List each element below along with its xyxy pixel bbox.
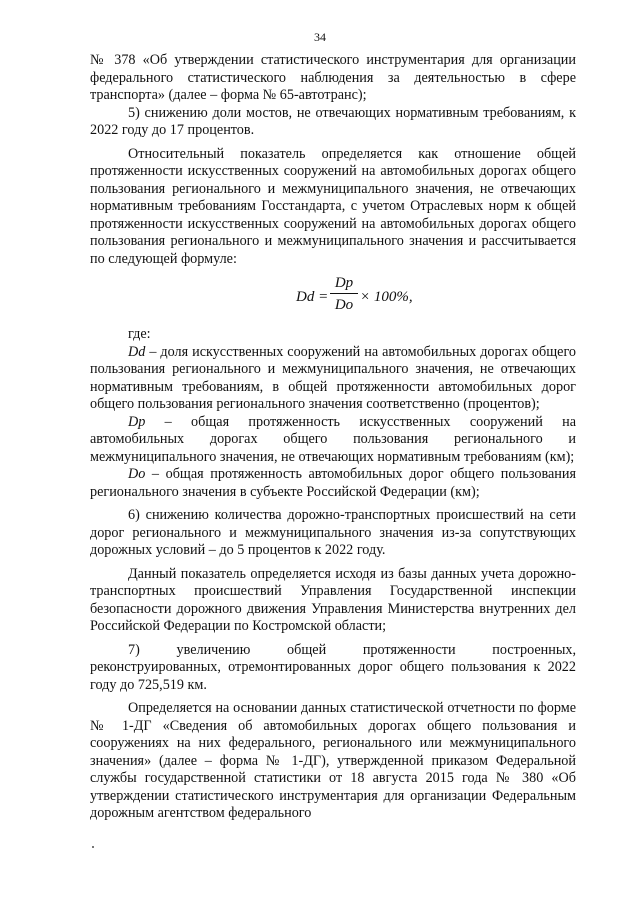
fraction-bar	[330, 293, 358, 294]
paragraph-form-65: № 378 «Об утверждении статистического инструментария для организации федерального статистического наблюдения за деятельностью в сфере транспорта» (далее – форма № 65-автотранс);	[90, 52, 576, 103]
definition-do-text: – общая протяженность автомобильных дорог общего пользования регионального значения в субъекте Российской Федерации (км);	[90, 466, 576, 500]
formula-fraction	[330, 274, 358, 314]
paragraph-form-1-dg: Определяется на основании данных статистической отчетности по форме № 1-ДГ «Сведения об автомобильных дорогах общего пользования и сооружениях на них федерального, регионального или межмуниципального значения» (далее – форма № 1-ДГ), утвержденной приказом Федеральной службы государственной статистики от 18 августа 2015 года № 380 «Об утверждении статистического инструментария для организации Федеральным дорожным агентством федерального	[90, 700, 576, 821]
definition-dp	[90, 414, 576, 467]
paragraph-item-6: 6) снижению количества дорожно-транспортных происшествий на сети дорог регионального и межмуниципального значения из-за сопутствующих дорожных условий – до 5 процентов к 2022 году.	[90, 507, 576, 558]
formula	[90, 274, 576, 320]
scan-speck	[92, 846, 94, 848]
variable-dd: Dd	[128, 343, 146, 360]
paragraph-item-7: 7) увеличению общей протяженности построенных, реконструированных, отремонтированных дорог общего пользования к 2022 году до 725,519 км.	[90, 641, 576, 693]
variable-dp: Dp	[128, 413, 146, 430]
formula-rhs: × 100%,	[360, 289, 413, 305]
page-number: 34	[314, 30, 326, 44]
variable-do: Do	[128, 466, 146, 482]
paragraph-indicator-description: Относительный показатель определяется как отношение общей протяженности искусственных сооружений на автомобильных дорогах общего пользования регионального и межмуниципального значения, не отвечающих нормативным требованиям Госстандарта, с учетом Отраслевых норм к общей протяженности искусственных сооружений на автомобильных дорогах общего пользования регионального и межмуниципального значения и рассчитывается по следующей формуле:	[90, 145, 576, 267]
formula-lhs: Dd =	[296, 289, 329, 305]
paragraph-accident-source: Данный показатель определяется исходя из базы данных учета дорожно-транспортных происшествий Управления Государственной инспекции безопасности дорожного движения Управления Министерства внутренних дел Российской Федерации по Костромской области;	[90, 565, 576, 634]
where-label: где:	[128, 326, 151, 342]
formula-numerator: Dp	[334, 275, 354, 291]
document-body	[90, 52, 576, 823]
formula-denominator: Do	[334, 297, 354, 313]
definition-dp-text: – общая протяженность искусственных сооружений на автомобильных дорогах общего пользования регионального и межмуниципального значения, не отвечающих нормативным требованиям (км);	[90, 413, 576, 465]
definition-dd	[90, 344, 576, 414]
paragraph-item-5: 5) снижению доли мостов, не отвечающих нормативным требованиям, к 2022 году до 17 процентов.	[90, 104, 576, 138]
definition-do	[90, 466, 576, 501]
definition-dd-text: – доля искусственных сооружений на автомобильных дорогах общего пользования регионального и межмуниципального значения, не отвечающих нормативным требованиям, в общей протяженности автомобильных дорог общего пользования регионального значения соответственно (процентов);	[90, 343, 576, 412]
